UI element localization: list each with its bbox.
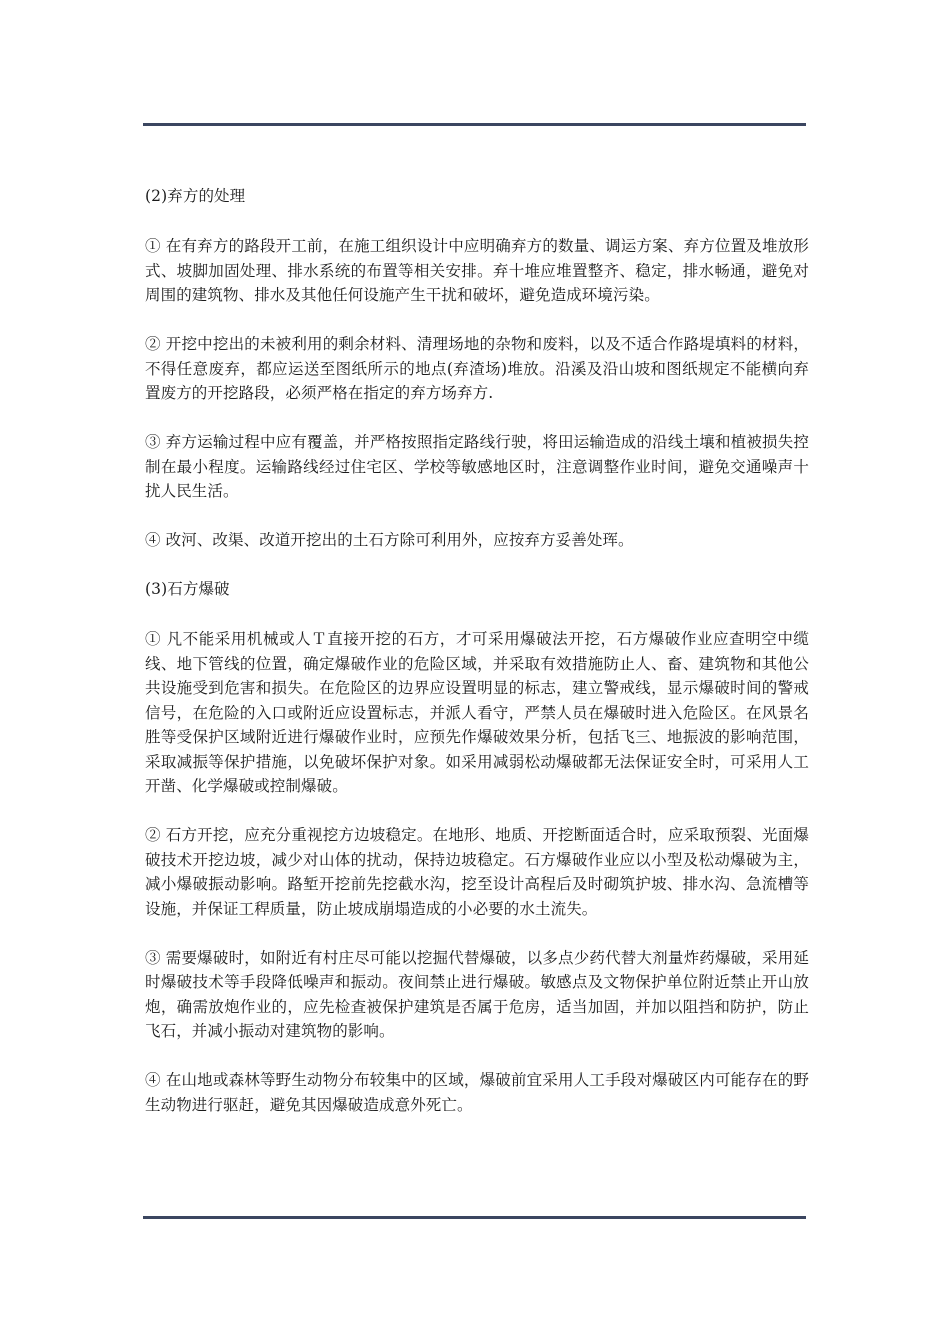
paragraph: ② 石方开挖，应充分重视挖方边坡稳定。在地形、地质、开挖断面适合时，应采取预裂、光面爆破技术开挖边坡，减少对山体的扰动，保持边坡稳定。石方爆破作业应以小型及松动爆破为主，减小爆破振动影响。路堑开挖前先挖截水沟，挖至设计高程后及时砌筑护坡、排水沟、急流槽等设施，并保证工稈质量，防止坡成崩塌造成的小必要的水土流失。 [145,826,809,918]
header-rule [143,123,806,126]
paragraph: ③ 弃方运输过程中应有覆盖，并严格按照指定路线行驶，将田运输造成的沿线土壤和植被损失控制在最小程度。运输路线经过住宅区、学校等敏感地区时，注意调整作业时间，避免交通噪声十扰人民生活。 [145,433,809,500]
paragraph: ① 在有弃方的路段开工前，在施工组织设计中应明确弃方的数量、调运方案、弃方位置及堆放形式、坡脚加固处理、排水系统的布置等相关安排。弃十堆应堆置整齐、稳定，排水畅通，避免对周围的建筑物、排水及其他任何设施产生干扰和破坏，避免造成环境污染。 [145,237,809,304]
paragraph: ④ 在山地或森林等野生动物分布较集中的区域，爆破前宜采用人工手段对爆破区内可能存在的野生动物进行驱赶，避免其因爆破造成意外死亡。 [145,1071,809,1114]
footer-rule [143,1216,806,1219]
paragraph: ④ 改河、改渠、改道开挖出的土石方除可利用外，应按弃方妥善处珲。 [145,531,634,549]
section-heading-waste: (2)弃方的处理 [145,187,246,205]
section-heading-blasting: (3)石方爆破 [145,580,230,598]
paragraph: ① 凡不能采用机械或人Ｔ直接开挖的石方，才可采用爆破法开挖，石方爆破作业应查明空中缆线、地下管线的位置，确定爆破作业的危险区域，并采取有效措施防止人、畜、建筑物和其他公共设施受到危害和损失。在危险区的边界应设置明显的标志，建立警戒线，显示爆破时间的警戒信号，在危险的入口或附近应设置标志，并派人看守，严禁人员在爆破时进入危险区。在风景名胜等受保护区域附近进行爆破作业时，应预先作爆破效果分析，包括飞三、地振波的影响范围，采取减振等保护措施，以免破坏保护对象。如采用减弱松动爆破都无法保证安全时，可采用人工开凿、化学爆破或控制爆破。 [145,630,809,795]
document-body [145,184,809,1142]
paragraph: ② 开挖中挖出的未被利用的剩余材料、清理场地的杂物和废料，以及不适合作路堤填料的材料，不得任意废弃，都应运送至图纸所示的地点(弃渣场)堆放。沿溪及沿山坡和图纸规定不能横向弃置废方的开挖路段，必须严格在指定的弃方场弃方. [145,335,809,402]
paragraph: ③ 需要爆破时，如附近有村庄尽可能以挖掘代替爆破，以多点少药代替大剂量炸药爆破，采用延时爆破技术等手段降低噪声和振动。夜间禁止进行爆破。敏感点及文物保护单位附近禁止开山放炮，确需放炮作业的，应先检查被保护建筑是否属于危房，适当加固，并加以阻挡和防护，防止飞石，并减小振动对建筑物的影响。 [145,948,809,1040]
